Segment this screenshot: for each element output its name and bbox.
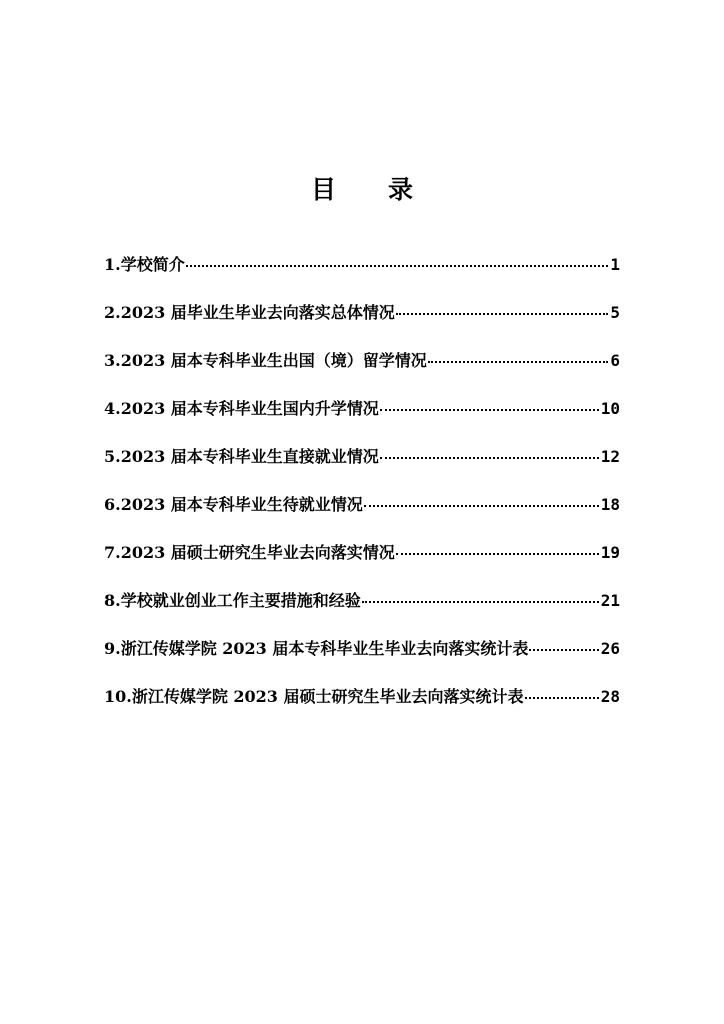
page-title <box>0 170 724 206</box>
toc-page-number: 5 <box>610 303 620 322</box>
toc-entry-9[interactable] <box>104 636 620 684</box>
toc-entry-label: 9.浙江传媒学院 2023 届本专科毕业生毕业去向落实统计表 <box>104 639 529 658</box>
toc-page-number: 6 <box>610 351 620 370</box>
toc-leader-dots <box>380 409 599 411</box>
toc-page-number: 21 <box>600 591 620 610</box>
toc-page-number: 10 <box>600 399 620 418</box>
toc-page-number: 19 <box>600 543 620 562</box>
toc-leader-dots <box>380 457 599 459</box>
toc-entry-3[interactable] <box>104 348 620 396</box>
toc-page-number: 18 <box>600 495 620 514</box>
title-char-1: 目 <box>310 175 336 204</box>
toc-entry-label: 6.2023 届本专科毕业生待就业情况 <box>104 495 363 514</box>
toc-entry-6[interactable] <box>104 492 620 540</box>
toc-entry-label: 10.浙江传媒学院 2023 届硕士研究生毕业去向落实统计表 <box>104 687 524 706</box>
toc-entry-label: 2.2023 届毕业生毕业去向落实总体情况 <box>104 303 395 322</box>
toc-leader-dots <box>186 265 609 267</box>
toc-entry-10[interactable] <box>104 684 620 732</box>
toc-entry-7[interactable] <box>104 540 620 588</box>
toc-leader-dots <box>428 361 609 363</box>
toc-entry-label: 7.2023 届硕士研究生毕业去向落实情况 <box>104 543 395 562</box>
toc-entry-label: 1.学校简介 <box>104 255 185 274</box>
toc-leader-dots <box>396 313 609 315</box>
toc-leader-dots <box>525 697 599 699</box>
toc-entry-2[interactable] <box>104 300 620 348</box>
toc-page-number: 12 <box>600 447 620 466</box>
toc-page-number: 1 <box>610 255 620 274</box>
toc-page-number: 26 <box>600 639 620 658</box>
toc-entry-8[interactable] <box>104 588 620 636</box>
toc-entry-4[interactable] <box>104 396 620 444</box>
toc-entry-label: 4.2023 届本专科毕业生国内升学情况 <box>104 399 379 418</box>
toc-entry-1[interactable] <box>104 252 620 300</box>
toc-entry-label: 8.学校就业创业工作主要措施和经验 <box>104 591 361 610</box>
toc-page-number: 28 <box>600 687 620 706</box>
toc-entry-label: 3.2023 届本专科毕业生出国（境）留学情况 <box>104 351 427 370</box>
toc-leader-dots <box>529 649 598 651</box>
toc-entry-5[interactable] <box>104 444 620 492</box>
title-char-2: 录 <box>388 175 414 204</box>
toc-leader-dots <box>396 553 599 555</box>
toc-leader-dots <box>364 505 599 507</box>
toc-entry-label: 5.2023 届本专科毕业生直接就业情况 <box>104 447 379 466</box>
table-of-contents <box>104 252 620 732</box>
toc-leader-dots <box>362 601 599 603</box>
